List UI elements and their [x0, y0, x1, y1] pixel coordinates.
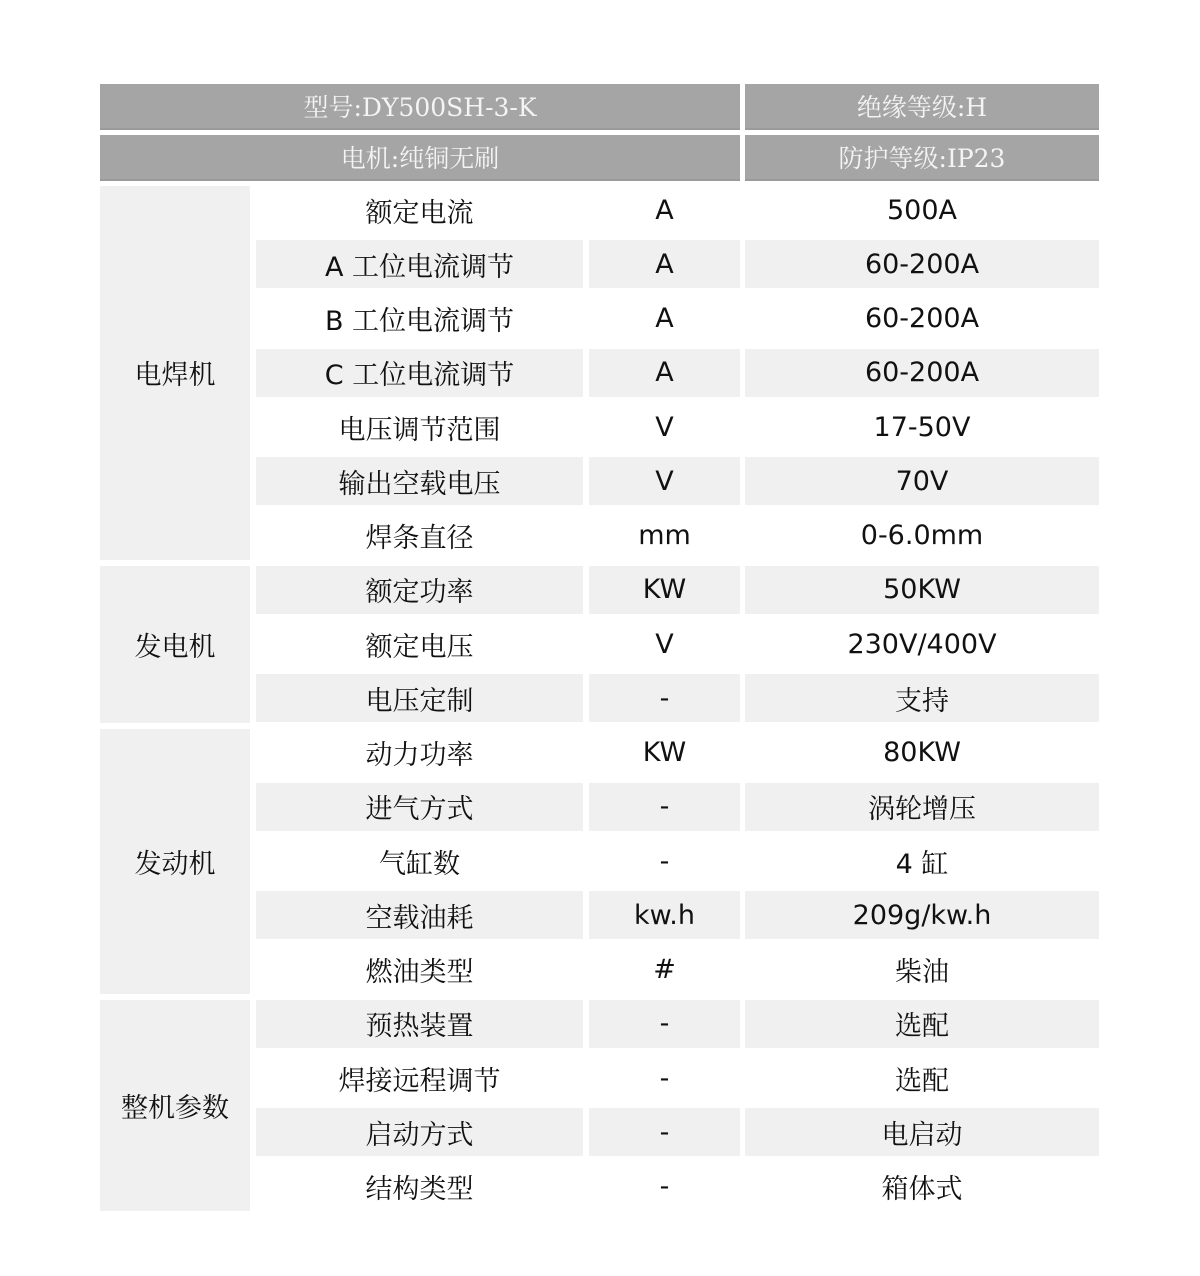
param-value: 选配: [895, 1065, 949, 1097]
param-value: 4 缸: [895, 848, 949, 880]
param-unit: V: [655, 411, 674, 443]
group-label: 发电机: [100, 566, 250, 723]
param-name: 进气方式: [256, 783, 583, 831]
param-unit: V: [589, 457, 740, 505]
param-value: 230V/400V: [847, 628, 997, 660]
param-value: 选配: [745, 1000, 1099, 1048]
param-unit: -: [589, 674, 740, 722]
param-unit: -: [659, 845, 670, 877]
param-name: 电压调节范围: [338, 414, 501, 446]
param-unit: -: [589, 1108, 740, 1156]
group-label: 电焊机: [100, 186, 250, 560]
param-unit: -: [659, 1062, 670, 1094]
param-unit: A: [655, 194, 674, 226]
param-unit: #: [653, 954, 676, 985]
param-name: C 工位电流调节: [256, 349, 583, 397]
spec-header-model: 型号:DY500SH-3-K: [100, 84, 740, 130]
param-unit: -: [589, 783, 740, 831]
param-name: 启动方式: [256, 1108, 583, 1156]
param-name: B 工位电流调节: [324, 306, 515, 337]
param-unit: V: [655, 628, 674, 660]
param-name: 额定电压: [365, 631, 474, 663]
param-value: 60-200A: [745, 349, 1099, 397]
param-value: 60-200A: [745, 240, 1099, 288]
param-name: 电压定制: [256, 674, 583, 722]
param-value: 50KW: [745, 566, 1099, 614]
param-unit: mm: [638, 520, 691, 551]
param-name: 结构类型: [365, 1174, 474, 1205]
param-unit: A: [589, 349, 740, 397]
param-name: A 工位电流调节: [256, 240, 583, 288]
param-value: 支持: [745, 674, 1099, 722]
group-label: 发动机: [100, 729, 250, 994]
param-unit: A: [589, 240, 740, 288]
spec-header-protection: 防护等级:IP23: [745, 135, 1099, 181]
param-unit: KW: [589, 566, 740, 614]
param-value: 70V: [745, 457, 1099, 505]
param-name: 气缸数: [379, 848, 460, 880]
param-name: 预热装置: [256, 1000, 583, 1048]
param-unit: A: [655, 303, 674, 334]
param-name: 输出空载电压: [256, 457, 583, 505]
param-unit: kw.h: [589, 891, 740, 939]
spec-header-motor: 电机:纯铜无刷: [100, 135, 740, 181]
param-unit: KW: [642, 737, 687, 768]
param-value: 500A: [886, 194, 957, 226]
param-value: 17-50V: [873, 411, 971, 443]
param-value: 60-200A: [864, 303, 980, 334]
param-value: 箱体式: [881, 1174, 963, 1205]
param-name: 燃油类型: [365, 957, 474, 988]
param-value: 涡轮增压: [745, 783, 1099, 831]
param-name: 焊条直径: [365, 523, 474, 554]
param-value: 电启动: [745, 1108, 1099, 1156]
group-label: 整机参数: [100, 1000, 250, 1211]
param-unit: -: [589, 1000, 740, 1048]
param-value: 209g/kw.h: [745, 891, 1099, 939]
param-value: 柴油: [895, 957, 949, 988]
param-value: 80KW: [883, 737, 961, 768]
param-value: 0-6.0mm: [860, 520, 984, 551]
param-name: 动力功率: [365, 740, 474, 771]
param-name: 焊接远程调节: [338, 1065, 501, 1097]
param-name: 额定电流: [365, 197, 474, 229]
spec-header-insulation: 绝缘等级:H: [745, 84, 1099, 130]
param-name: 额定功率: [256, 566, 583, 614]
param-name: 空载油耗: [256, 891, 583, 939]
param-unit: -: [659, 1171, 670, 1202]
